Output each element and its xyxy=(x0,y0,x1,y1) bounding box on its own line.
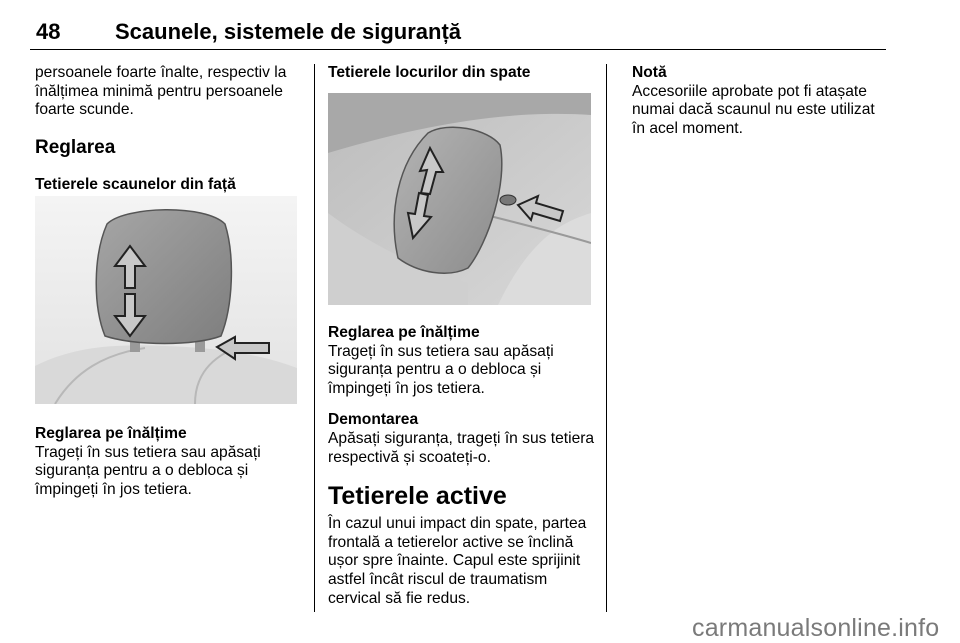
note-heading: Notă xyxy=(632,64,667,81)
column-1-lower xyxy=(35,425,305,499)
rear-height-heading: Reglarea pe înălțime xyxy=(328,324,480,341)
column-3 xyxy=(632,64,886,138)
watermark: carmanualsonline.info xyxy=(692,614,940,642)
front-height-heading: Reglarea pe înălțime xyxy=(35,425,187,442)
rear-headrest-figure xyxy=(328,93,591,305)
active-headrests-heading: Tetierele active xyxy=(328,482,507,511)
section-heading-reglarea: Reglarea xyxy=(35,136,116,158)
column-divider-left xyxy=(314,64,315,612)
removal-text: Apăsați siguranța, trageți în sus tetiera respectivă și scoateți-o. xyxy=(328,429,595,466)
rear-headrest-subheading: Tetierele locurilor din spate xyxy=(328,64,531,81)
header-rule xyxy=(30,49,886,50)
front-headrest-figure xyxy=(35,196,297,404)
column-1 xyxy=(35,64,305,194)
active-headrests-text: În cazul unui impact din spate, partea frontală a tetierelor active se înclină ușor spre înainte. Capul este sprijinit astfel încât riscul de traumatism cervical să fie redus. xyxy=(328,515,587,607)
removal-heading: Demontarea xyxy=(328,411,419,429)
column-divider-right xyxy=(606,64,607,612)
rear-height-text: Trageți în sus tetiera sau apăsați siguranța pentru a o debloca și împingeți în jos tetiera. xyxy=(328,342,554,397)
intro-paragraph: persoanele foarte înalte, respectiv la înălțimea minimă pentru persoanele foarte scunde. xyxy=(35,64,287,119)
note-text: Accesoriile aprobate pot fi atașate numai dacă scaunul nu este utilizat în acel moment. xyxy=(632,82,875,137)
front-height-text: Trageți în sus tetiera sau apăsați siguranța pentru a o debloca și împingeți în jos tetiera. xyxy=(35,443,261,498)
column-2 xyxy=(328,64,596,83)
page-title: Scaunele, sistemele de siguranță xyxy=(115,19,462,44)
page-number: 48 xyxy=(36,19,61,44)
column-2-lower xyxy=(328,324,596,608)
front-headrest-subheading: Tetierele scaunelor din față xyxy=(35,175,236,193)
